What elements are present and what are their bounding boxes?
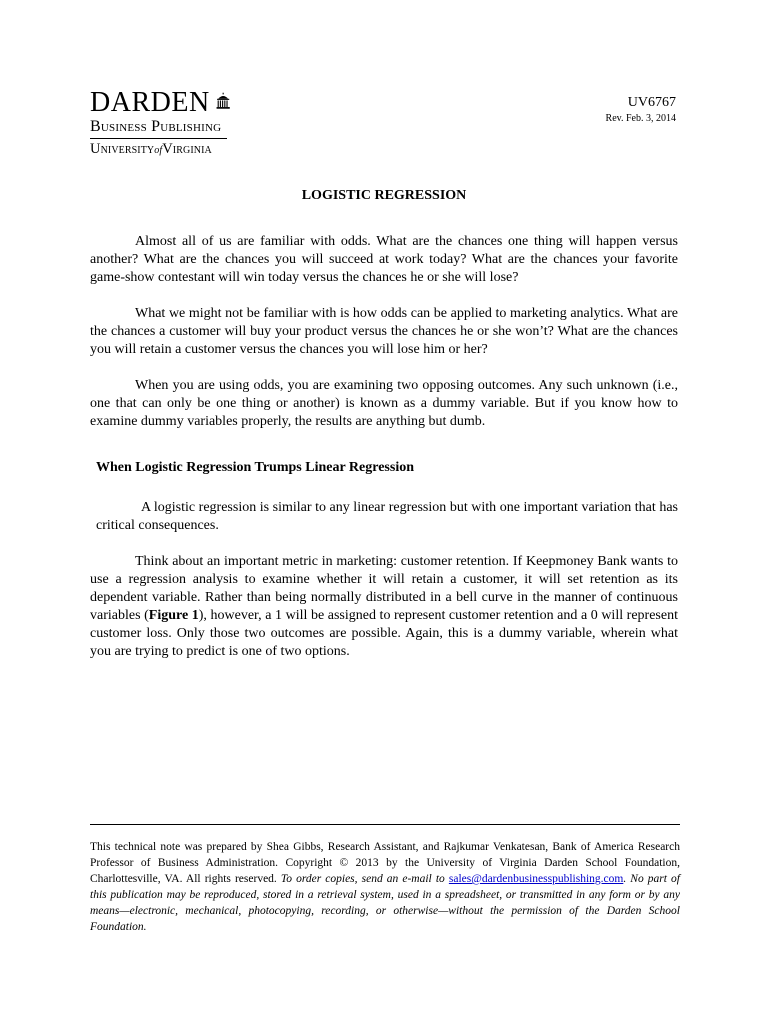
revision-date: Rev. Feb. 3, 2014 bbox=[605, 113, 676, 124]
document-body bbox=[90, 233, 678, 679]
section-heading: When Logistic Regression Trumps Linear Regression bbox=[96, 460, 415, 475]
logo-business-publishing: Business Publishing bbox=[90, 118, 222, 135]
section-paragraph-1: A logistic regression is similar to any linear regression but with one important variation that has critical consequences. bbox=[96, 500, 678, 533]
section-paragraph-2: Think about an important metric in marketing: customer retention. If Keepmoney Bank wants to use a regression analysis to examine whether it will retain a customer, it will set retention as its dependent variable. Rather than being normally distributed in a bell curve in the manner of continuous variables (Figure 1), however, a 1 will be assigned to represent customer retention and a 0 will represent customer loss. Only those two outcomes are possible. Again, this is a dummy variable, wherein what you are trying to predict is one of two options. bbox=[90, 554, 678, 659]
order-email-link[interactable]: sales@dardenbusinesspublishing.com bbox=[448, 873, 624, 885]
logo-university: UniversityofVirginia bbox=[90, 141, 212, 157]
logo-darden-text: DARDEN bbox=[90, 87, 210, 118]
rotunda-icon bbox=[216, 86, 230, 116]
footnote: This technical note was prepared by Shea Gibbs, Research Assistant, and Rajkumar Venkatesan, Bank of America Research Professor of Business Administration. Copyright © 2013 by the University of Virginia Darden School Foundation, Charlottesville, VA. All rights reserved. To order copies, send an e-mail to sales@dardenbusinesspublishing.com. No part of this publication may be reproduced, stored in a retrieval system, used in a spreadsheet, or transmitted in any form or by any means—electronic, mechanical, photocopying, recording, or otherwise—without the permission of the Darden School Foundation. bbox=[90, 824, 680, 935]
document-code bbox=[606, 95, 676, 126]
paragraph-2: What we might not be familiar with is how odds can be applied to marketing analytics. What are the chances a customer will buy your product versus the chances he or she won’t? What are the chances you will retain a customer versus the chances you will lose him or her? bbox=[90, 306, 678, 357]
figure-reference: Figure 1 bbox=[148, 608, 199, 623]
page-title: LOGISTIC REGRESSION bbox=[301, 188, 467, 203]
paragraph-3: When you are using odds, you are examining two opposing outcomes. Any such unknown (i.e., one that can only be one thing or another) is known as a dummy variable. But if you know how to examine dummy variables properly, the results are anything but dumb. bbox=[90, 378, 678, 429]
darden-logo bbox=[90, 86, 230, 159]
document-id: UV6767 bbox=[627, 95, 676, 110]
logo-divider bbox=[90, 138, 227, 139]
paragraph-1: Almost all of us are familiar with odds. What are the chances one thing will happen versus another? What are the chances you will succeed at work today? What are the chances your favorite game-show contestant will win today versus the chances he or she will lose? bbox=[90, 234, 678, 285]
